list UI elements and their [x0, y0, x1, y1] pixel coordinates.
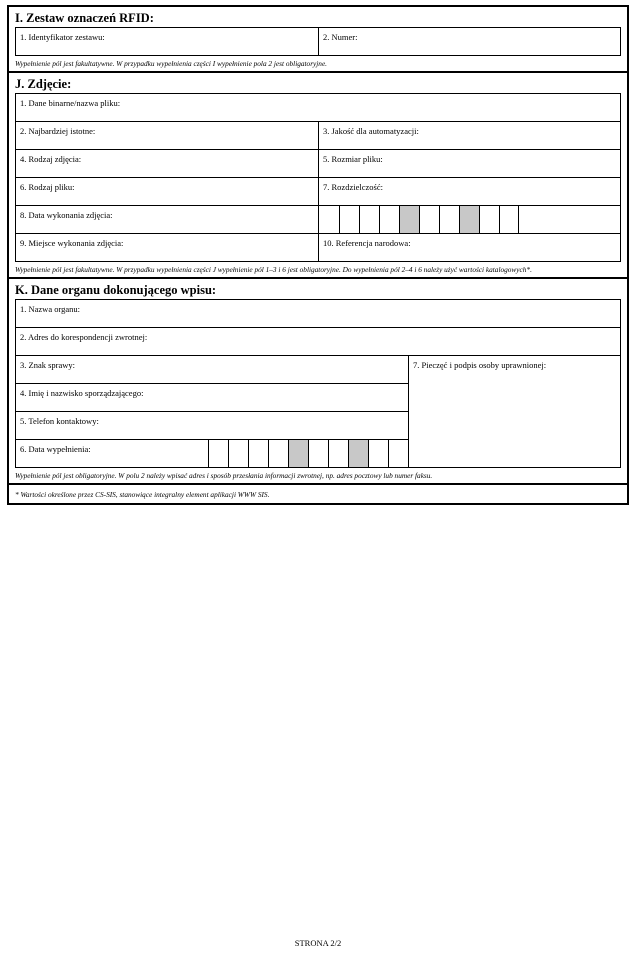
photo-binary-field[interactable]: 1. Dane binarne/nazwa pliku: [20, 98, 121, 108]
page-number: STRONA 2/2 [294, 938, 342, 948]
footnote-box [9, 485, 627, 503]
photo-note: Wypełnienie pól jest fakultatywne. W przypadku wypełnienia części J wypełnienie pól 1–3 i 6 jest obligatoryjne. Do wypełnienia pól 2–4 i 6 należy użyć wartości katalogowych*. [15, 265, 532, 274]
authority-grid [15, 299, 621, 356]
photo-file-size-field[interactable]: 5. Rozmiar pliku: [318, 150, 620, 177]
photo-grid [15, 93, 621, 262]
preparer-name-field[interactable]: 4. Imię i nazwisko sporządzającego: [20, 388, 144, 398]
section-rfid-title: I. Zestaw oznaczeń RFID: [15, 11, 154, 25]
footnote: * Wartości określone przez CS-SIS, stanowiące integralny element aplikacji WWW SIS. [15, 490, 270, 499]
case-ref-field[interactable]: 3. Znak sprawy: [20, 360, 76, 370]
stamp-signature-field[interactable]: 7. Pieczęć i podpis osoby uprawnionej: [408, 356, 620, 467]
rfid-note: Wypełnienie pól jest fakultatywne. W przypadku wypełnienia części I wypełnienie pola 2 jest obligatoryjne. [15, 59, 328, 68]
section-photo-title: J. Zdjęcie: [15, 77, 72, 91]
authority-address-field[interactable]: 2. Adres do korespondencji zwrotnej: [20, 332, 148, 342]
photo-file-type-field[interactable]: 6. Rodzaj pliku: [20, 182, 75, 192]
authority-lower-grid [15, 356, 621, 468]
fill-date-label: 6. Data wypełnienia: [20, 444, 91, 454]
photo-quality-field[interactable]: 3. Jakość dla automatyzacji: [318, 122, 620, 149]
section-authority-title: K. Dane organu dokonującego wpisu: [15, 283, 217, 297]
rfid-grid [15, 27, 621, 56]
form [7, 5, 629, 505]
photo-date-input[interactable] [318, 206, 621, 233]
section-photo [9, 73, 627, 279]
photo-national-ref-field[interactable]: 10. Referencja narodowa: [318, 234, 620, 261]
section-rfid [9, 7, 627, 73]
photo-date-label: 8. Data wykonania zdjęcia: [20, 210, 113, 220]
photo-most-relevant-field[interactable]: 2. Najbardziej istotne: [20, 126, 96, 136]
section-authority [9, 279, 627, 485]
photo-resolution-field[interactable]: 7. Rozdzielczość: [318, 178, 620, 205]
photo-type-field[interactable]: 4. Rodzaj zdjęcia: [20, 154, 82, 164]
contact-phone-field[interactable]: 5. Telefon kontaktowy: [20, 416, 99, 426]
fill-date-input[interactable] [208, 440, 408, 467]
rfid-set-id-field[interactable]: 1. Identyfikator zestawu: [20, 32, 105, 42]
rfid-number-field[interactable]: 2. Numer: [318, 28, 620, 55]
photo-place-field[interactable]: 9. Miejsce wykonania zdjęcia: [20, 238, 124, 248]
authority-name-field[interactable]: 1. Nazwa organu: [20, 304, 81, 314]
authority-note: Wypełnienie pól jest obligatoryjne. W polu 2 należy wpisać adres i sposób przesłania informacji zwrotnej, np. adres pocztowy lub numer faksu. [15, 471, 433, 480]
